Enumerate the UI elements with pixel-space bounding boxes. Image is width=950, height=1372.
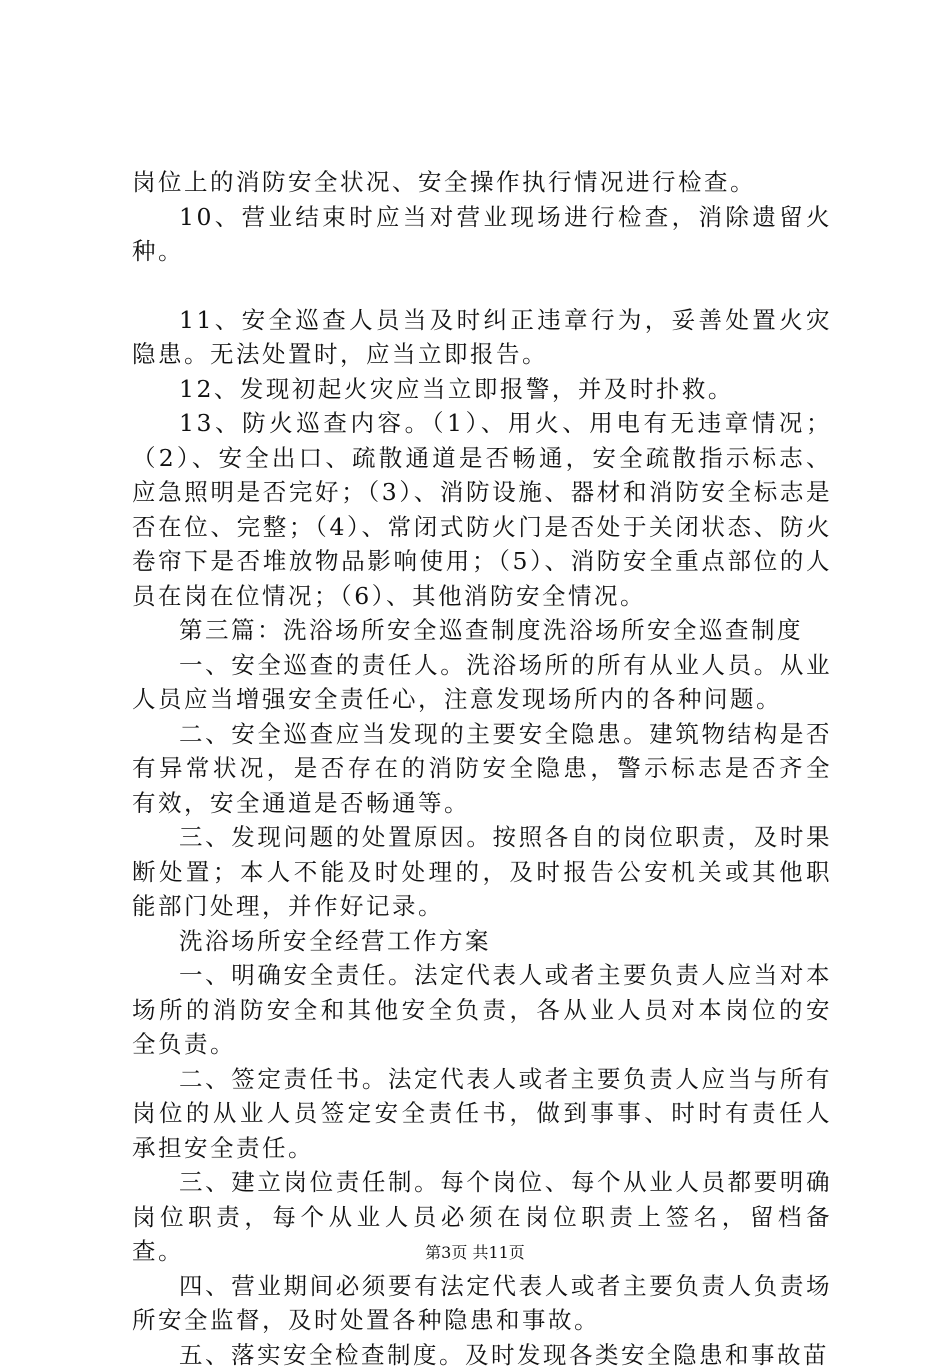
paragraph-3: 12、发现初起火灾应当立即报警，并及时扑救。	[132, 372, 832, 407]
paragraph-13: 四、营业期间必须要有法定代表人或者主要负责人负责场所安全监督，及时处置各种隐患和事故。	[132, 1269, 832, 1338]
paragraph-0: 岗位上的消防安全状况、安全操作执行情况进行检查。	[132, 165, 832, 200]
paragraph-14: 五、落实安全检查制度。及时发现各类安全隐患和事故苗	[132, 1338, 832, 1372]
paragraph-7: 二、安全巡查应当发现的主要安全隐患。建筑物结构是否有异常状况，是否存在的消防安全隐患，警示标志是否齐全有效，安全通道是否畅通等。	[132, 717, 832, 821]
paragraph-6: 一、安全巡查的责任人。洗浴场所的所有从业人员。从业人员应当增强安全责任心，注意发现场所内的各种问题。	[132, 648, 832, 717]
paragraph-2: 11、安全巡查人员当及时纠正违章行为，妥善处置火灾隐患。无法处置时，应当立即报告。	[132, 303, 832, 372]
paragraph-4: 13、防火巡查内容。（1）、用火、用电有无违章情况；（2）、安全出口、疏散通道是否畅通，安全疏散指示标志、应急照明是否完好；（3）、消防设施、器材和消防安全标志是否在位、完整；（4）、常闭式防火门是否处于关闭状态、防火卷帘下是否堆放物品影响使用；（5）、消防安全重点部位的人员在岗在位情况；（6）、其他消防安全情况。	[132, 406, 832, 613]
page-footer	[0, 1243, 950, 1263]
document-body	[132, 165, 832, 1372]
subsection-heading: 洗浴场所安全经营工作方案	[132, 924, 832, 959]
paragraph-10: 一、明确安全责任。法定代表人或者主要负责人应当对本场所的消防安全和其他安全负责，各从业人员对本岗位的安全负责。	[132, 958, 832, 1062]
paragraph-8: 三、发现问题的处置原因。按照各自的岗位职责，及时果断处置；本人不能及时处理的，及时报告公安机关或其他职能部门处理，并作好记录。	[132, 820, 832, 924]
section-heading: 第三篇：洗浴场所安全巡查制度洗浴场所安全巡查制度	[132, 613, 832, 648]
page-number-label: 第3页 共11页	[425, 1243, 525, 1262]
paragraph-12: 三、建立岗位责任制。每个岗位、每个从业人员都要明确岗位职责，每个从业人员必须在岗位职责上签名，留档备查。	[132, 1165, 832, 1269]
paragraph-1: 10、营业结束时应当对营业现场进行检查，消除遗留火种。	[132, 200, 832, 269]
paragraph-11: 二、签定责任书。法定代表人或者主要负责人应当与所有岗位的从业人员签定安全责任书，做到事事、时时有责任人承担安全责任。	[132, 1062, 832, 1166]
